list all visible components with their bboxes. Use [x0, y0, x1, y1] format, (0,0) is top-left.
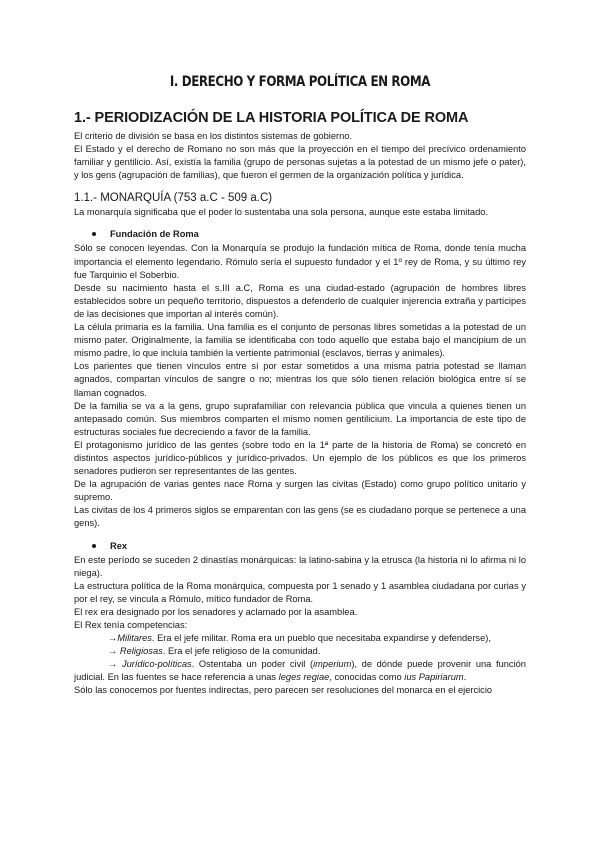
paragraph: Sólo se conocen leyendas. Con la Monarquía se produjo la fundación mítica de Roma, donde tenía mucha importancia el elemento legendario. Rómulo sería el supuesto fundador y el 1º rey de Roma, y su último rey fue Tarquinio el Soberbio.	[74, 243, 526, 280]
latin-term: leges regiae	[278, 672, 330, 683]
paragraph: El criterio de división se basa en los distintos sistemas de gobierno.	[74, 131, 353, 141]
arrow-icon: →	[108, 633, 118, 644]
paragraph: En este período se suceden 2 dinastías monárquicas: la latino-sabina y la etrusca (la historia ni lo afirma ni lo niega).	[74, 554, 526, 578]
paragraph: Desde su nacimiento hasta el s.III a.C, Roma es una ciudad-estado (agrupación de hombres libres establecidos sobre un pequeño territorio, dispuestos a defenderlo de cualquier injerencia extraña y partícipes de las decisiones que importan al interés común).	[74, 282, 526, 319]
latin-term: ius Papiriarum	[404, 672, 464, 683]
bullet-heading-label: Fundación de Roma	[110, 229, 199, 240]
paragraph: Sólo las conocemos por fuentes indirectas, pero parecen ser resoluciones del monarca en el ejercicio	[74, 685, 493, 696]
bullet-heading-label: Rex	[110, 540, 128, 551]
paragraph: El protagonismo jurídico de las gentes (sobre todo en la 1ª parte de la historia de Roma) se concretó en distintos aspectos jurídico-públicos y jurídico-privados. Un ejemplo de los públicos es que los primeros senadores pudieron ser representantes de las gentes.	[74, 439, 526, 477]
paragraph: De la agrupación de varias gentes nace Roma y surgen las civitas (Estado) como grupo político unitario y supremo.	[74, 479, 526, 503]
arrow-icon: →	[108, 659, 122, 670]
paragraph: El rex era designado por los senadores y aclamado por la asamblea.	[74, 606, 358, 617]
competence-text: ), de dónde puede provenir una función judicial. En las fuentes se hace referencia a unas	[74, 659, 526, 683]
paragraph: La estructura política de la Roma monárquica, compuesta por 1 senado y 1 asamblea ciudadana por curias y por el rey, se vincula a Rómulo, mítico fundador de Roma.	[74, 580, 526, 604]
competence-text: . Ostentaba un poder civil (	[191, 659, 314, 670]
bullet-icon	[92, 232, 96, 236]
paragraph: De la familia se va a la gens, grupo suprafamiliar con relevancia pública que vincula a quienes tienen un antepasado común. Sus miembros comparten el mismo nomen gentilicium. La importancia de este tipo de estructuras sociales fue decreciendo a favor de la familia.	[74, 400, 526, 437]
competence-text: .	[463, 672, 467, 683]
arrow-icon: →	[108, 646, 120, 657]
paragraph: El Rex tenía competencias:	[74, 620, 188, 630]
subsection-heading: 1.1.- MONARQUÍA (753 a.C - 509 a.C)	[74, 192, 273, 205]
competence-text: , conocidas como	[329, 672, 405, 683]
competence-item-religiosas	[74, 645, 526, 658]
competence-item-juridico	[74, 658, 526, 684]
competence-text: . Era el jefe militar. Roma era un pueblo que necesitaba expandirse y defenderse),	[151, 633, 491, 644]
paragraph: Los parientes que tienen vínculos entre sí por estar sometidos a una misma patria potestad se llaman agnados, compartan vínculos de sangre o no; mientras los que sólo tienen relación biológica entre sí se llaman cognados.	[74, 361, 526, 398]
paragraph: La célula primaria es la familia. Una familia es el conjunto de personas libres sometidas a la potestad de un mismo pater. Originalmente, la familia se identificaba con todo aquello que estaba bajo el mancipium de un mismo padre, lo que incluía también la vertiente patrimonial (esclavos, tierras y animales).	[74, 322, 526, 359]
competence-term: Militares	[117, 633, 152, 644]
competence-text: . Era el jefe religioso de la comunidad.	[162, 646, 321, 657]
paragraph: La monarquía significaba que el poder lo sustentaba una sola persona, aunque este estaba limitado.	[74, 207, 488, 218]
competence-item-militares	[74, 632, 526, 645]
paragraph: Las civitas de los 4 primeros siglos se emparentan con las gens (se es ciudadano porque se pertenece a una gens).	[74, 505, 526, 529]
bullet-icon	[92, 544, 96, 548]
paragraph: El Estado y el derecho de Romano no son más que la proyección en el tiempo del precívico ordenamiento familiar y gentilicio. Así, existía la familia (grupo de personas sujetas a la potestad de un mismo jefe o pater), y los gens (agrupación de familias), que fueron el germen de la organización política y jurídica.	[74, 144, 526, 181]
latin-term: imperium	[313, 659, 352, 670]
document-title: I. DERECHO Y FORMA POLÍTICA EN ROMA	[169, 74, 431, 90]
section-heading: 1.- PERIODIZACIÓN DE LA HISTORIA POLÍTICA DE ROMA	[74, 110, 469, 126]
bullet-heading-rex	[74, 541, 526, 551]
bullet-heading-fundacion	[74, 229, 526, 239]
competence-term: Religiosas	[119, 646, 163, 657]
competence-term: Jurídico-políticas	[121, 659, 192, 670]
